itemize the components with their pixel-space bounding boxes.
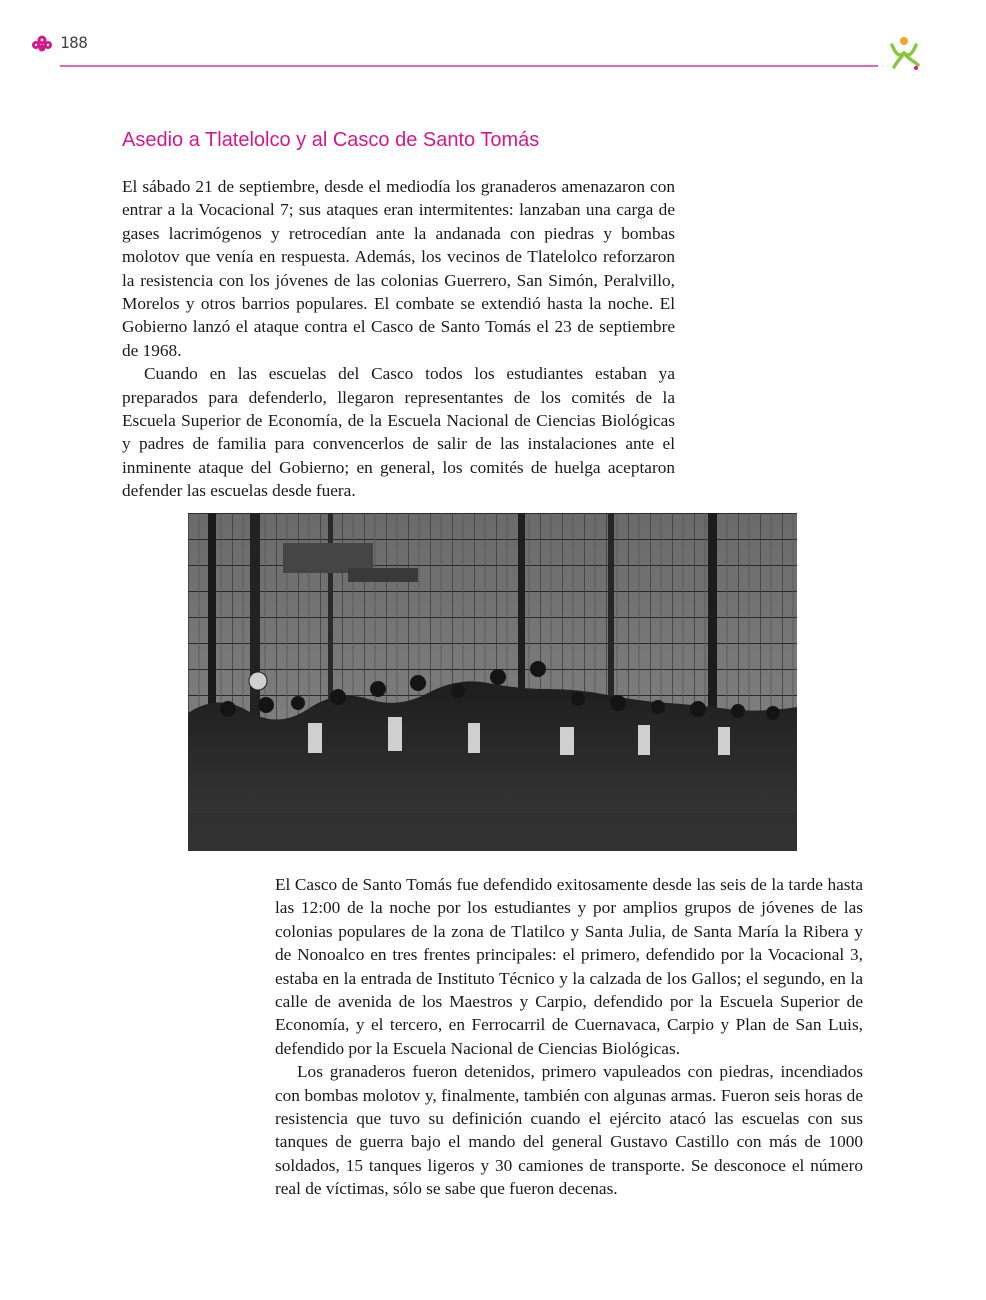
header-rule [60, 65, 878, 67]
section-title: Asedio a Tlatelolco y al Casco de Santo Tomás [122, 129, 540, 151]
person-figure-icon [886, 35, 922, 71]
paragraph-4: Los granaderos fueron detenidos, primero vapuleados con piedras, incendiados con bombas molotov y, finalmente, también con algunas armas. Fueron seis horas de resistencia que tuvo su definición cuando el ejército atacó las escuelas con sus tanques de guerra bajo el mando del general Gustavo Castillo con más de 1000 soldados, 15 tanques ligeros y 30 camiones de transporte. Se desconoce el número real de víctimas, sólo se sabe que fueron decenas. [275, 1062, 863, 1199]
historical-photo [188, 513, 797, 851]
paragraph-2: Cuando en las escuelas del Casco todos los estudiantes estaban ya preparados para defenderlo, llegaron representantes de los comités de la Escuela Superior de Economía, de la Escuela Nacional de Ciencias Biológicas y padres de familia para convencerlos de salir de las instalaciones ante el inminente ataque del Gobierno; en general, los comités de huelga aceptaron defender las escuelas desde fuera. [122, 364, 675, 501]
paragraph-3: El Casco de Santo Tomás fue defendido exitosamente desde las seis de la tarde hasta las 12:00 de la noche por los estudiantes y por amplios grupos de jóvenes de las colonias populares de la zona de Tlatilco y Santa Julia, de Santa María la Ribera y de Nonoalco en tres frentes principales: el primero, defendido por la Vocacional 3, estaba en la entrada de Instituto Técnico y la calzada de los Gallos; el segundo, en la calle de avenida de los Maestros y Carpio, defendido por la Escuela Superior de Economía, y el tercero, en Ferrocarril de Cuernavaca, Carpio y Plan de San Luis, defendido por la Escuela Nacional de Ciencias Biológicas. [275, 875, 863, 1058]
paragraph-1: El sábado 21 de septiembre, desde el mediodía los granaderos amenazaron con entrar a la Vocacional 7; sus ataques eran intermitentes: lanzaban una carga de gases lacrimógenos y retrocedían ante la andanada con piedras y bombas molotov que venía en respuesta. Además, los vecinos de Tlatelolco reforzaron la resistencia con los jóvenes de las colonias Guerrero, San Simón, Peralvillo, Morelos y otros barrios populares. El combate se extendió hasta la noche. El Gobierno lanzó el ataque contra el Casco de Santo Tomás el 23 de septiembre de 1968. [122, 177, 675, 360]
flower-cluster-icon [30, 33, 54, 53]
page-number: 188 [60, 33, 88, 52]
text-column-top [122, 175, 675, 503]
header-dots: · · · · [876, 64, 896, 70]
photo-illustration [188, 513, 797, 851]
text-column-bottom [275, 873, 863, 1201]
